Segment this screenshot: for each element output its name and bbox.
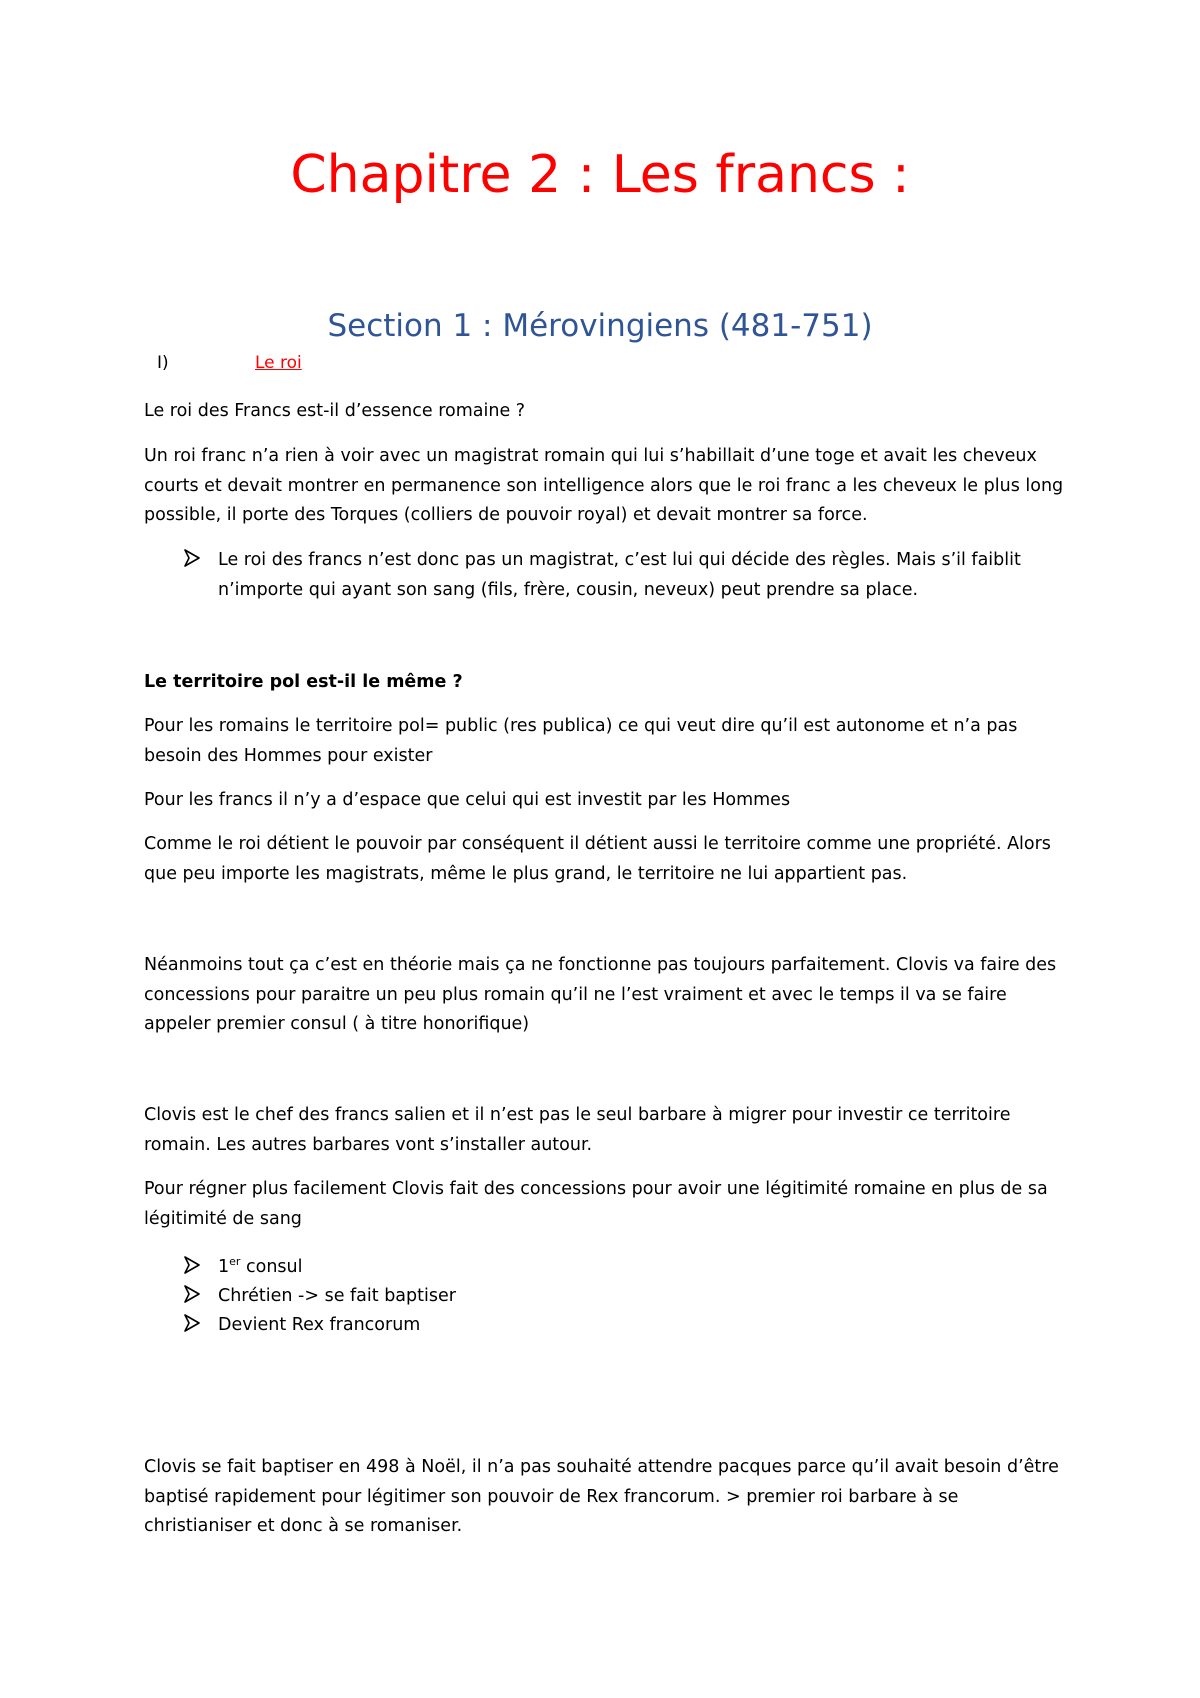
paragraph-roi-proprietaire: Comme le roi détient le pouvoir par conséquent il détient aussi le territoire comme une propriété. Alors que peu importe les magistrats, même le plus grand, le territoire ne lui appartient pas. [144,834,1051,884]
paragraph-neanmoins: Néanmoins tout ça c’est en théorie mais ça ne fonctionne pas toujours parfaitement. Clovis va faire des concessions pour paraitre un peu plus romain qu’il ne l’est vraiment et avec le temps il va se faire appeler premier consul ( à titre honorifique) [144,955,1057,1034]
bullet-text: Le roi des francs n’est donc pas un magistrat, c’est lui qui décide des règles. Mais s’il faiblit n’importe qui ayant son sang (fils, frère, cousin, neveux) peut prendre sa place. [218,550,1021,600]
paragraph-clovis-chef: Clovis est le chef des francs salien et il n’est pas le seul barbare à migrer pour investir ce territoire romain. Les autres barbares vont s’installer autour. [144,1105,1011,1155]
paragraph-territoire-romain: Pour les romains le territoire pol= public (res publica) ce qui veut dire qu’il est autonome et n’a pas besoin des Hommes pour exister [144,716,1018,766]
paragraph-question-2: Le territoire pol est-il le même ? [144,672,463,692]
list-item-text: Chrétien -> se fait baptiser [218,1286,456,1306]
list-item-rex [184,1311,1064,1341]
paragraph-roi-franc: Un roi franc n’a rien à voir avec un magistrat romain qui lui s’habillait d’une toge et avait les cheveux courts et devait montrer en permanence son intelligence alors que le roi franc a les cheveux le plus long possible, il porte des Torques (colliers de pouvoir royal) et devait montrer sa force. [144,446,1064,525]
arrowhead-bullet-icon [184,1282,200,1312]
arrowhead-bullet-icon [184,1253,200,1283]
section-heading: Section 1 : Mérovingiens (481-751) [327,308,873,344]
subheading-number: I) [157,353,169,373]
list-item-text [218,1253,1064,1283]
list-item-text: Devient Rex francorum [218,1315,421,1335]
arrowhead-bullet-icon [184,546,200,576]
list-item-suffix: consul [240,1257,303,1277]
paragraph-bapteme: Clovis se fait baptiser en 498 à Noël, il n’a pas souhaité attendre pacques parce qu’il avait besoin d’être baptisé rapidement pour légitimer son pouvoir de Rex francorum. > premier roi barbare à se christianiser et donc à se romaniser. [144,1457,1059,1536]
paragraph-territoire-franc: Pour les francs il n’y a d’espace que celui qui est investit par les Hommes [144,790,791,810]
list-item-number: 1 [218,1257,230,1277]
paragraph-question-1: Le roi des Francs est-il d’essence romaine ? [144,401,526,421]
paragraph-concessions: Pour régner plus facilement Clovis fait des concessions pour avoir une légitimité romaine en plus de sa légitimité de sang [144,1179,1048,1229]
list-item-chretien [184,1282,1064,1312]
subheading-label: Le roi [255,353,302,373]
list-item-superscript: er [229,1255,241,1269]
list-item-consul [184,1253,1064,1283]
subheading [157,352,302,374]
bullet-item-magistrat [184,546,1064,605]
chapter-title: Chapitre 2 : Les francs : [290,145,910,205]
arrowhead-bullet-icon [184,1311,200,1341]
